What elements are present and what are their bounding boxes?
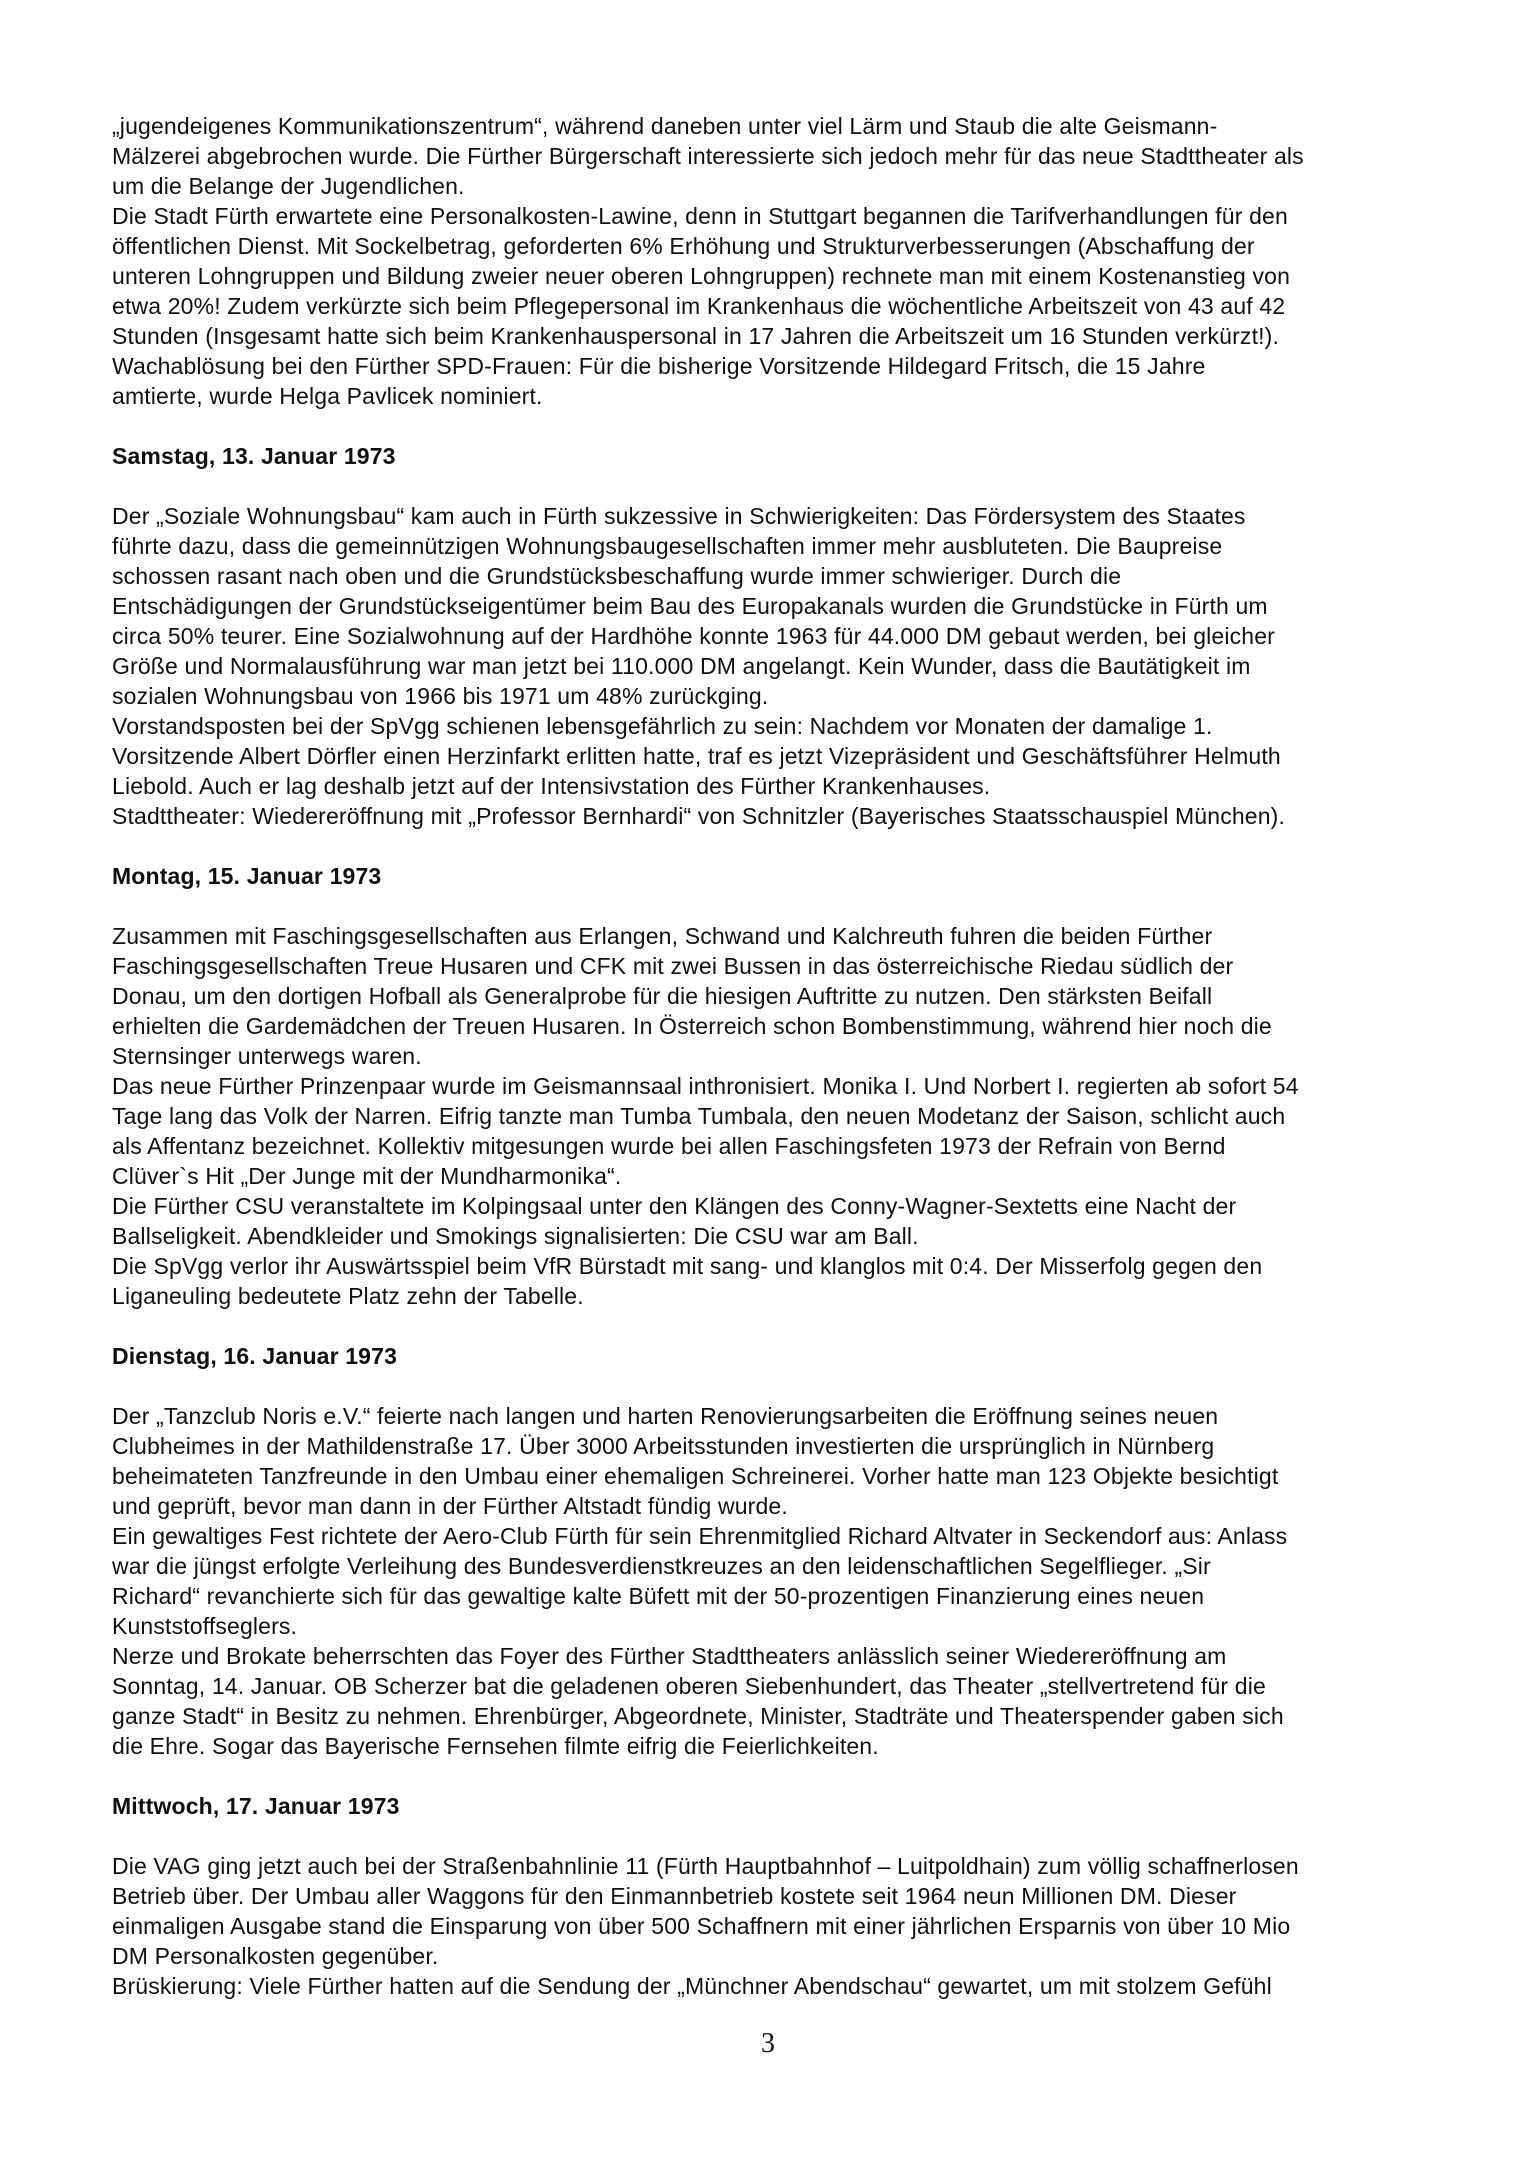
- text-line: Vorsitzende Albert Dörfler einen Herzinfarkt erlitten hatte, traf es jetzt Vizepräsident und Geschäftsführer Helmuth: [112, 743, 1281, 769]
- blank-line: [112, 471, 1532, 501]
- text-line: Mälzerei abgebrochen wurde. Die Fürther Bürgerschaft interessierte sich jedoch mehr für das neue Stadttheater als: [112, 143, 1304, 169]
- text-line: einmaligen Ausgabe stand die Einsparung von über 500 Schaffnern mit einer jährlichen Ersparnis von über 10 Mio: [112, 1913, 1291, 1939]
- text-line: DM Personalkosten gegenüber.: [112, 1943, 439, 1969]
- text-line: sozialen Wohnungsbau von 1966 bis 1971 um 48% zurückging.: [112, 683, 769, 709]
- text-line: Liganeuling bedeutete Platz zehn der Tabelle.: [112, 1283, 584, 1309]
- blank-line: [112, 831, 1532, 861]
- text-line: erhielten die Gardemädchen der Treuen Husaren. In Österreich schon Bombenstimmung, während hier noch die: [112, 1013, 1272, 1039]
- text-line: Richard“ revanchierte sich für das gewaltige kalte Büfett mit der 50-prozentigen Finanzierung eines neuen: [112, 1583, 1205, 1609]
- text-line: etwa 20%! Zudem verkürzte sich beim Pflegepersonal im Krankenhaus die wöchentliche Arbeitszeit von 43 auf 42: [112, 293, 1286, 319]
- text-line: Clubheimes in der Mathildenstraße 17. Über 3000 Arbeitsstunden investierten die ursprünglich in Nürnberg: [112, 1433, 1215, 1459]
- text-line: führte dazu, dass die gemeinnützigen Wohnungsbaugesellschaften immer mehr ausbluteten. Die Baupreise: [112, 533, 1223, 559]
- text-line: Der „Soziale Wohnungsbau“ kam auch in Fürth sukzessive in Schwierigkeiten: Das Fördersystem des Staates: [112, 503, 1246, 529]
- text-line: ganze Stadt“ in Besitz zu nehmen. Ehrenbürger, Abgeordnete, Minister, Stadträte und Theaterspender gaben sich: [112, 1703, 1284, 1729]
- text-line: Der „Tanzclub Noris e.V.“ feierte nach langen und harten Renovierungsarbeiten die Eröffnung seines neuen: [112, 1403, 1219, 1429]
- text-line: Ein gewaltiges Fest richtete der Aero-Club Fürth für sein Ehrenmitglied Richard Altvater in Seckendorf aus: Anlass: [112, 1523, 1288, 1549]
- text-line: Tage lang das Volk der Narren. Eifrig tanzte man Tumba Tumbala, den neuen Modetanz der Saison, schlicht auch: [112, 1103, 1286, 1129]
- section-heading: Samstag, 13. Januar 1973: [112, 443, 396, 469]
- text-line: unteren Lohngruppen und Bildung zweier neuer oberen Lohngruppen) rechnete man mit einem Kostenanstieg von: [112, 263, 1291, 289]
- text-line: Vorstandsposten bei der SpVgg schienen lebensgefährlich zu sein: Nachdem vor Monaten der damalige 1.: [112, 713, 1213, 739]
- text-line: Stadttheater: Wiedereröffnung mit „Professor Bernhardi“ von Schnitzler (Bayerisches Staatsschauspiel München).: [112, 803, 1286, 829]
- text-line: um die Belange der Jugendlichen.: [112, 173, 465, 199]
- text-line: Liebold. Auch er lag deshalb jetzt auf der Intensivstation des Fürther Krankenhauses.: [112, 773, 991, 799]
- text-line: als Affentanz bezeichnet. Kollektiv mitgesungen wurde bei allen Faschingsfeten 1973 der Refrain von Bernd: [112, 1133, 1226, 1159]
- section-heading: Dienstag, 16. Januar 1973: [112, 1343, 398, 1369]
- text-line: „jugendeigenes Kommunikationszentrum“, während daneben unter viel Lärm und Staub die alte Geismann-: [112, 113, 1218, 139]
- text-line: Betrieb über. Der Umbau aller Waggons für den Einmannbetrieb kostete seit 1964 neun Millionen DM. Dieser: [112, 1883, 1237, 1909]
- text-line: Stunden (Insgesamt hatte sich beim Krankenhauspersonal in 17 Jahren die Arbeitszeit um 16 Stunden verkürzt!).: [112, 323, 1280, 349]
- text-line: öffentlichen Dienst. Mit Sockelbetrag, geforderten 6% Erhöhung und Strukturverbesserungen (Abschaffung der: [112, 233, 1255, 259]
- section-heading: Montag, 15. Januar 1973: [112, 863, 382, 889]
- text-line: schossen rasant nach oben und die Grundstücksbeschaffung wurde immer schwieriger. Durch die: [112, 563, 1122, 589]
- text-line: Wachablösung bei den Fürther SPD-Frauen: Für die bisherige Vorsitzende Hildegard Fritsch, die 15 Jahre: [112, 353, 1206, 379]
- text-line: Faschingsgesellschaften Treue Husaren und CFK mit zwei Bussen in das österreichische Riedau südlich der: [112, 953, 1234, 979]
- blank-line: [112, 1821, 1532, 1851]
- text-line: Die Stadt Fürth erwartete eine Personalkosten-Lawine, denn in Stuttgart begannen die Tarifverhandlungen für den: [112, 203, 1288, 229]
- page-number: 3: [761, 2028, 775, 2059]
- text-line: Ballseligkeit. Abendkleider und Smokings signalisierten: Die CSU war am Ball.: [112, 1223, 919, 1249]
- section-heading: Mittwoch, 17. Januar 1973: [112, 1793, 400, 1819]
- text-line: Die SpVgg verlor ihr Auswärtsspiel beim VfR Bürstadt mit sang- und klanglos mit 0:4. Der Misserfolg gegen den: [112, 1253, 1263, 1279]
- text-line: Entschädigungen der Grundstückseigentümer beim Bau des Europakanals wurden die Grundstücke in Fürth um: [112, 593, 1268, 619]
- text-line: Sonntag, 14. Januar. OB Scherzer bat die geladenen oberen Siebenhundert, das Theater „stellvertretend für die: [112, 1673, 1266, 1699]
- text-line: Sternsinger unterwegs waren.: [112, 1043, 422, 1069]
- text-line: amtierte, wurde Helga Pavlicek nominiert.: [112, 383, 543, 409]
- blank-line: [112, 891, 1532, 921]
- text-line: die Ehre. Sogar das Bayerische Fernsehen filmte eifrig die Feierlichkeiten.: [112, 1733, 879, 1759]
- blank-line: [112, 411, 1532, 441]
- text-line: beheimateten Tanzfreunde in den Umbau einer ehemaligen Schreinerei. Vorher hatte man 123 Objekte besichtigt: [112, 1463, 1279, 1489]
- text-line: Nerze und Brokate beherrschten das Foyer des Fürther Stadttheaters anlässlich seiner Wiedereröffnung am: [112, 1643, 1227, 1669]
- blank-line: [112, 1371, 1532, 1401]
- text-line: war die jüngst erfolgte Verleihung des Bundesverdienstkreuzes an den leidenschaftlichen Segelflieger. „Sir: [112, 1553, 1211, 1579]
- text-line: Kunststoffseglers.: [112, 1613, 298, 1639]
- document-body: [112, 111, 1532, 2001]
- text-line: Das neue Fürther Prinzenpaar wurde im Geismannsaal inthronisiert. Monika I. Und Norbert I. regierten ab sofort 54: [112, 1073, 1299, 1099]
- text-line: Brüskierung: Viele Fürther hatten auf die Sendung der „Münchner Abendschau“ gewartet, um mit stolzem Gefühl: [112, 1973, 1272, 1999]
- blank-line: [112, 1311, 1532, 1341]
- text-line: Die VAG ging jetzt auch bei der Straßenbahnlinie 11 (Fürth Hauptbahnhof – Luitpoldhain) zum völlig schaffnerlosen: [112, 1853, 1299, 1879]
- text-line: Größe und Normalausführung war man jetzt bei 110.000 DM angelangt. Kein Wunder, dass die Bautätigkeit im: [112, 653, 1251, 679]
- text-line: Clüver`s Hit „Der Junge mit der Mundharmonika“.: [112, 1163, 622, 1189]
- text-line: Donau, um den dortigen Hofball als Generalprobe für die hiesigen Auftritte zu nutzen. Den stärksten Beifall: [112, 983, 1213, 1009]
- text-line: Zusammen mit Faschingsgesellschaften aus Erlangen, Schwand und Kalchreuth fuhren die beiden Fürther: [112, 923, 1213, 949]
- blank-line: [112, 1761, 1532, 1791]
- text-line: circa 50% teurer. Eine Sozialwohnung auf der Hardhöhe konnte 1963 für 44.000 DM gebaut werden, bei gleicher: [112, 623, 1275, 649]
- text-line: und geprüft, bevor man dann in der Fürther Altstadt fündig wurde.: [112, 1493, 788, 1519]
- text-line: Die Fürther CSU veranstaltete im Kolpingsaal unter den Klängen des Conny-Wagner-Sextetts eine Nacht der: [112, 1193, 1237, 1219]
